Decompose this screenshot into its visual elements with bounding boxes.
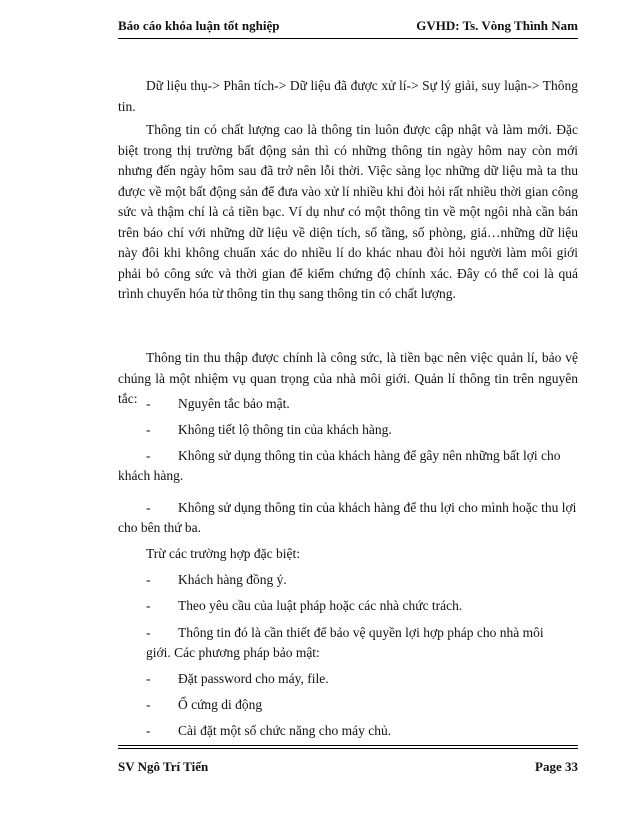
footer-rule-thin: [118, 748, 578, 749]
bullet-dash: -: [146, 697, 151, 712]
list-item-continuation: khách hàng.: [118, 468, 184, 483]
page-number: Page 33: [535, 759, 578, 774]
bullet-dash: -: [146, 723, 151, 738]
footer-rule: [118, 745, 578, 746]
bullet-dash: -: [146, 572, 151, 587]
list-item-text: Thông tin đó là cần thiết để bảo vệ quyền lợi hợp pháp cho nhà môi: [178, 625, 544, 640]
bullet-dash: -: [146, 448, 151, 463]
bullet-dash: -: [146, 396, 151, 411]
list-item-text: Nguyên tắc bảo mật.: [178, 396, 290, 411]
list-item-text: Không sử dụng thông tin của khách hàng để thu lợi cho mình hoặc thu lợi: [178, 500, 577, 515]
bullet-dash: -: [146, 625, 151, 640]
list-item-continuation: giới. Các phương pháp bảo mật:: [146, 645, 320, 660]
footer-author: SV Ngô Trí Tiến: [118, 759, 209, 774]
bullet-dash: -: [146, 500, 151, 515]
header-rule: [118, 38, 578, 39]
bullet-dash: -: [146, 422, 151, 437]
page-header: [118, 16, 578, 38]
page-footer: [118, 745, 578, 775]
list-item-text: Đặt password cho máy, file.: [178, 671, 329, 686]
bullet-dash: -: [146, 671, 151, 686]
list-item-text: Theo yêu cầu của luật pháp hoặc các nhà chức trách.: [178, 598, 463, 613]
paragraph-info-management: Thông tin thu thập được chính là công sức, là tiền bạc nên việc quản lí, bảo vệ chúng là một nhiệm vụ quan trọng của nhà môi giới. Quản lí thông tin trên nguyên tắc:: [118, 350, 578, 406]
bullet-dash: -: [146, 598, 151, 613]
list-item-text: Ổ cứng di động: [178, 697, 263, 712]
paragraph-quality-info: Thông tin có chất lượng cao là thông tin luôn được cập nhật và làm mới. Đặc biệt trong thị trường bất động sản thì có những thông tin ngày hôm nay còn mới nhưng đến ngày hôm sau đã trở nên lỗi thời. Việc sàng lọc những dữ liệu mà ta thu được về một bất động sản để đưa vào xử lí nhiều khi đòi hỏi rất nhiều thời gian công sức và thậm chí là cả tiền bạc. Ví dụ như có một thông tin về một ngôi nhà cần bán trên báo chí với những dữ liệu về diện tích, số tầng, số phòng, giá…những dữ liệu này đôi khi không chuẩn xác do nhiều lí do khác nhau đòi hỏi người làm môi giới phải bỏ công sức và thời gian để kiểm chứng độ chính xác. Đây có thể coi là quá trình chuyển hóa từ thông tin thụ sang thông tin có chất lượng.: [118, 122, 578, 301]
paragraph-exceptions: Trừ các trường hợp đặc biệt:: [146, 546, 301, 561]
header-advisor: GVHD: Ts. Vòng Thình Nam: [416, 18, 578, 33]
paragraph-data-flow: Dữ liệu thụ-> Phân tích-> Dữ liệu đã được xử lí-> Sự lý giải, suy luận-> Thông tin.: [118, 78, 578, 114]
list-item-text: Cài đặt một số chức năng cho máy chủ.: [178, 723, 392, 738]
list-item-text: Không tiết lộ thông tin của khách hàng.: [178, 422, 392, 437]
list-item-text: Khách hàng đồng ý.: [178, 572, 287, 587]
list-item-continuation: cho bên thứ ba.: [118, 520, 202, 535]
header-title: Báo cáo khóa luận tốt nghiệp: [118, 18, 280, 33]
list-item-text: Không sử dụng thông tin của khách hàng để gây nên những bất lợi cho: [178, 448, 561, 463]
